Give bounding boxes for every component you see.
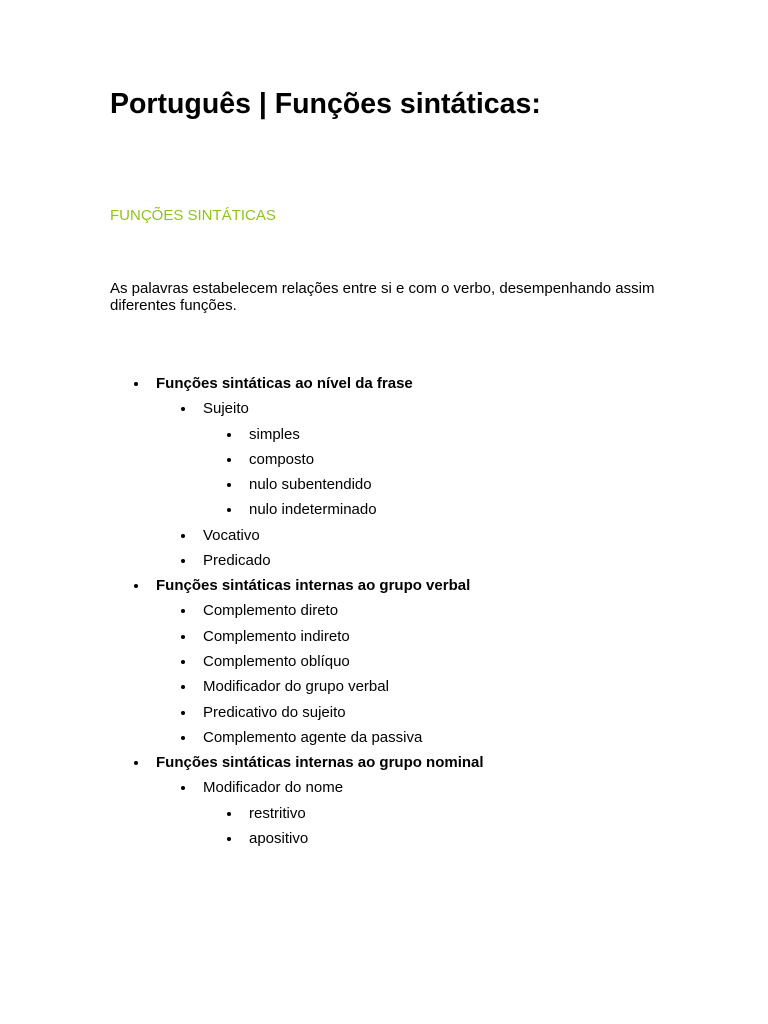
- bullet-icon: [181, 660, 185, 664]
- outline-item: [156, 753, 484, 773]
- outline-item: [249, 450, 314, 470]
- outline-item-text: Sujeito: [203, 400, 249, 417]
- outline-item: [203, 399, 249, 419]
- bullet-icon: [181, 635, 185, 639]
- outline-item: [249, 829, 308, 849]
- outline-item-text: Complemento agente da passiva: [203, 729, 423, 746]
- outline-item-text: Modificador do nome: [203, 779, 344, 796]
- bullet-icon: [227, 483, 231, 487]
- outline-item: [249, 425, 300, 445]
- bullet-icon: [181, 534, 185, 538]
- outline-item-text: Funções sintáticas internas ao grupo verbal: [156, 577, 471, 594]
- bullet-icon: [181, 609, 185, 613]
- outline-item: [203, 601, 338, 621]
- outline-item: [156, 374, 413, 394]
- outline-item-text: Complemento indireto: [203, 628, 350, 645]
- outline-item: [203, 551, 271, 571]
- bullet-icon: [227, 458, 231, 462]
- bullet-icon: [181, 786, 185, 790]
- outline-item: [203, 703, 346, 723]
- outline-item: [249, 475, 372, 495]
- outline-item-text: composto: [249, 451, 315, 468]
- outline-item: [203, 652, 350, 672]
- outline-item-text: Vocativo: [203, 527, 260, 544]
- outline-item-text: Modificador do grupo verbal: [203, 678, 389, 695]
- bullet-icon: [181, 685, 185, 689]
- intro-paragraph: As palavras estabelecem relações entre si e com o verbo, desempenhando assim diferentes funções.: [110, 280, 655, 314]
- outline-item: [203, 526, 260, 546]
- outline-item: [249, 804, 306, 824]
- outline-item-text: Funções sintáticas ao nível da frase: [156, 375, 413, 392]
- outline-item: [203, 627, 350, 647]
- bullet-icon: [227, 837, 231, 841]
- outline-item-text: Predicativo do sujeito: [203, 704, 346, 721]
- outline-item-text: Predicado: [203, 552, 271, 569]
- outline-item-text: nulo subentendido: [249, 476, 372, 493]
- bullet-icon: [227, 433, 231, 437]
- outline-item-text: nulo indeterminado: [249, 501, 377, 518]
- outline-item-text: apositivo: [249, 830, 309, 847]
- outline-item: [203, 728, 422, 748]
- outline-item: [203, 778, 343, 798]
- bullet-icon: [134, 584, 138, 588]
- section-heading: FUNÇÕES SINTÁTICAS: [110, 207, 276, 224]
- bullet-icon: [181, 736, 185, 740]
- bullet-icon: [134, 761, 138, 765]
- outline-item-text: restritivo: [249, 805, 306, 822]
- bullet-icon: [134, 382, 138, 386]
- bullet-icon: [227, 508, 231, 512]
- bullet-icon: [181, 711, 185, 715]
- outline-item-text: Complemento oblíquo: [203, 653, 350, 670]
- bullet-icon: [181, 407, 185, 411]
- outline-item: [156, 576, 470, 596]
- outline-item-text: Funções sintáticas internas ao grupo nominal: [156, 754, 484, 771]
- outline-item-text: Complemento direto: [203, 602, 339, 619]
- outline-item-text: simples: [249, 426, 300, 443]
- bullet-icon: [181, 559, 185, 563]
- outline-item: [203, 677, 389, 697]
- page-title: Português | Funções sintáticas:: [110, 88, 541, 120]
- bullet-icon: [227, 812, 231, 816]
- outline-item: [249, 500, 377, 520]
